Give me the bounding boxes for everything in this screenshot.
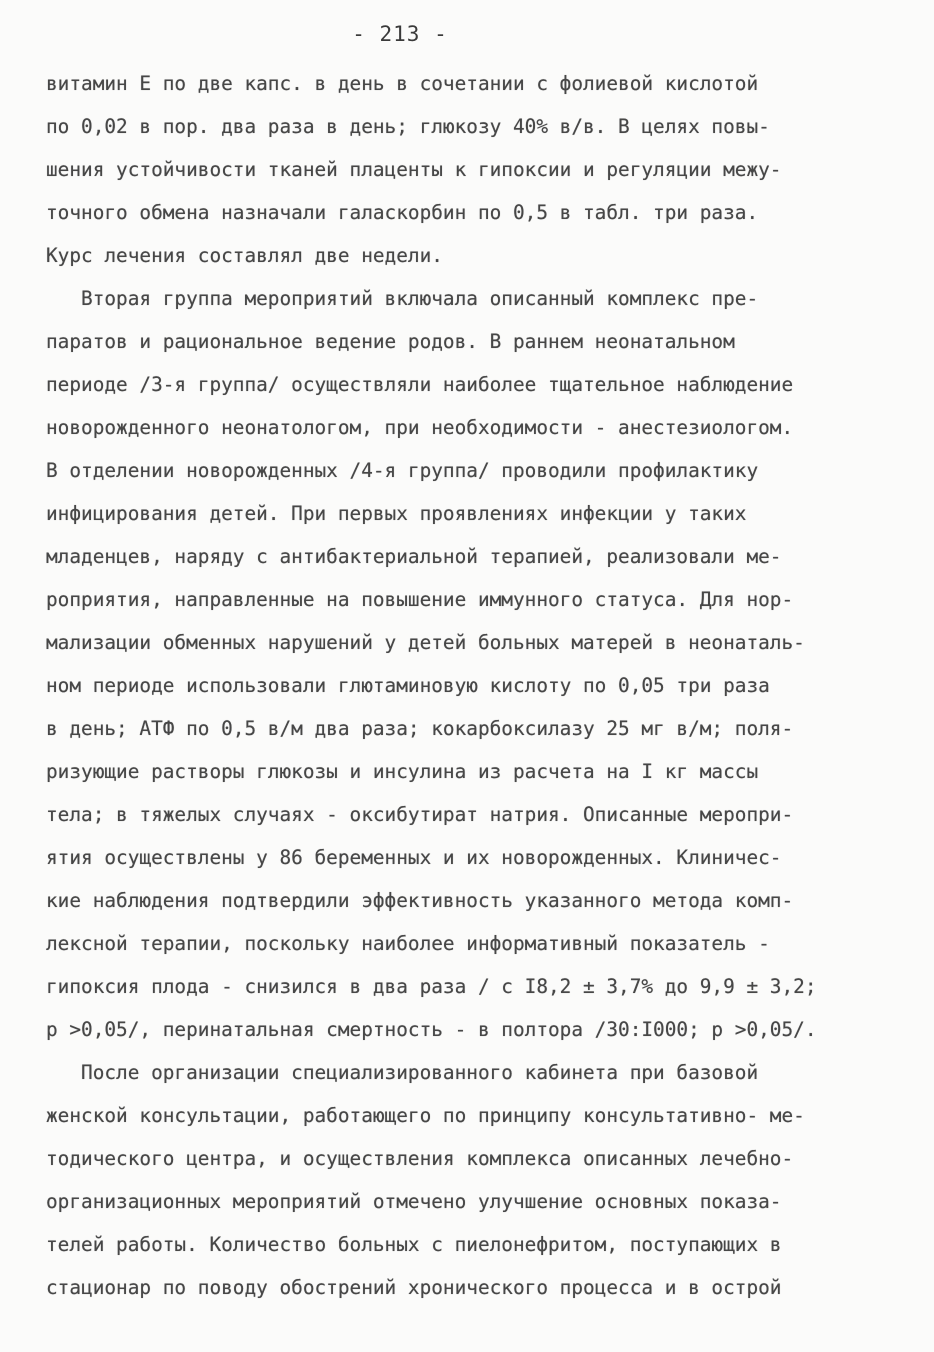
text-line: витамин Е по две капс. в день в сочетании с фолиевой кислотой [46, 72, 759, 95]
text-line: новорожденного неонатологом, при необходимости - анестезиологом. [46, 416, 794, 439]
text-line: точного обмена назначали галаскорбин по 0,5 в табл. три раза. [46, 201, 759, 224]
text-line: лексной терапии, поскольку наиболее информативный показатель - [46, 932, 770, 955]
text-line: в день; АТФ по 0,5 в/м два раза; кокарбоксилазу 25 мг в/м; поля- [46, 717, 794, 740]
document-body-text [46, 62, 906, 1309]
text-line: тела; в тяжелых случаях - оксибутират натрия. Описанные меропри- [46, 803, 794, 826]
text-line: мализации обменных нарушений у детей больных матерей в неонаталь- [46, 631, 805, 654]
text-line: ризующие растворы глюкозы и инсулина из расчета на I кг массы [46, 760, 759, 783]
text-line: инфицирования детей. При первых проявлениях инфекции у таких [46, 502, 747, 525]
text-line: р >0,05/, перинатальная смертность - в полтора /30:I000; р >0,05/. [46, 1018, 817, 1041]
text-line: ятия осуществлены у 86 беременных и их новорожденных. Клиничес- [46, 846, 782, 869]
text-line: роприятия, направленные на повышение иммунного статуса. Для нор- [46, 588, 794, 611]
text-line: кие наблюдения подтвердили эффективность указанного метода комп- [46, 889, 794, 912]
text-line: После организации специализированного кабинета при базовой [46, 1061, 759, 1084]
text-line: шения устойчивости тканей плаценты к гипоксии и регуляции межу- [46, 158, 782, 181]
text-line: Курс лечения составлял две недели. [46, 244, 443, 267]
text-line: паратов и рациональное ведение родов. В раннем неонатальном [46, 330, 735, 353]
text-line: по 0,02 в пор. два раза в день; глюкозу 40% в/в. В целях повы- [46, 115, 770, 138]
text-line: периоде /3-я группа/ осуществляли наиболее тщательное наблюдение [46, 373, 794, 396]
text-line: телей работы. Количество больных с пиелонефритом, поступающих в [46, 1233, 782, 1256]
text-line: тодического центра, и осуществления комплекса описанных лечебно- [46, 1147, 794, 1170]
text-line: гипоксия плода - снизился в два раза / с I8,2 ± 3,7% до 9,9 ± 3,2; [46, 975, 817, 998]
page-number: - 213 - [352, 22, 448, 46]
text-line: ном периоде использовали глютаминовую кислоту по 0,05 три раза [46, 674, 770, 697]
text-line: женской консультации, работающего по принципу консультативно- ме- [46, 1104, 805, 1127]
text-line: младенцев, наряду с антибактериальной терапией, реализовали ме- [46, 545, 782, 568]
text-line: организационных мероприятий отмечено улучшение основных показа- [46, 1190, 782, 1213]
text-line: В отделении новорожденных /4-я группа/ проводили профилактику [46, 459, 759, 482]
text-line: Вторая группа мероприятий включала описанный комплекс пре- [46, 287, 759, 310]
text-line: стационар по поводу обострений хронического процесса и в острой [46, 1276, 782, 1299]
